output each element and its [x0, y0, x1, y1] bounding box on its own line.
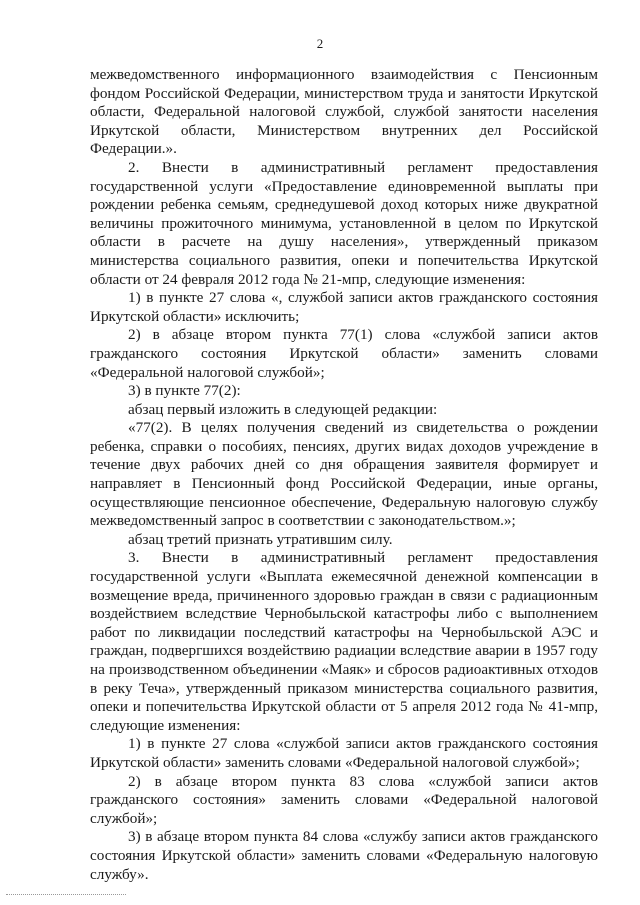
paragraph-quoted-77-2: «77(2). В целях получения сведений из свидетельства о рождении ребенка, справки о пособиях, пенсиях, других видах доходов учреждение в течение двух рабочих дней со дня обращения заявителя формирует и направляет в Пенсионный фонд Российской Федерации, иные органы, осуществляющие пенсионное обеспечение, Федеральную налоговую службу межведомственный запрос в соответствии с законодательством.»; — [90, 419, 598, 530]
paragraph-intro-continuation: межведомственного информационного взаимодействия с Пенсионным фондом Российской Федерации, министерством труда и занятости Иркутской области, Федеральной налоговой службой, службой занятости населения Иркутской области, Министерством внутренних дел Российской Федерации.». — [90, 66, 598, 158]
paragraph-item-3-sub-3: 3) в абзаце втором пункта 84 слова «службу записи актов гражданского состояния Иркутской области» заменить словами «Федеральную налоговую службу». — [90, 828, 598, 883]
footer-divider — [6, 894, 126, 895]
page-number: 2 — [316, 36, 324, 51]
paragraph-item-2: 2. Внести в административный регламент предоставления государственной услуги «Предоставление единовременной выплаты при рождении ребенка семьям, среднедушевой доход которых ниже двукратной величины прожиточного минимума, установленной в целом по Иркутской области в расчете на душу населения», утвержденный приказом министерства социального развития, опеки и попечительства Иркутской области от 24 февраля 2012 года № 21-мпр, следующие изменения: — [90, 158, 598, 288]
paragraph-item-2-sub-3-a: абзац первый изложить в следующей редакции: — [128, 400, 438, 418]
paragraph-item-2-sub-1: 1) в пункте 27 слова «, службой записи актов гражданского состояния Иркутской области» исключить; — [90, 289, 598, 325]
paragraph-item-3: 3. Внести в административный регламент предоставления государственной услуги «Выплата ежемесячной денежной компенсации в возмещение вреда, причиненного здоровью граждан в связи с радиационным воздействием вследствие Чернобыльской катастрофы либо с выполнением работ по ликвидации последствий катастрофы на Чернобыльской АЭС и граждан, подвергшихся воздействию радиации вследствие аварии в 1957 году на производственном объединении «Маяк» и сбросов радиоактивных отходов в реку Теча», утвержденный приказом министерства социального развития, опеки и попечительства Иркутской области от 5 апреля 2012 года № 41-мпр, следующие изменения: — [90, 549, 598, 734]
paragraph-item-2-sub-3-b: абзац третий признать утратившим силу. — [128, 530, 393, 548]
paragraph-item-3-sub-1: 1) в пункте 27 слова «службой записи актов гражданского состояния Иркутской области» заменить словами «Федеральной налоговой службой»; — [90, 735, 598, 771]
document-body — [90, 66, 598, 884]
paragraph-item-3-sub-2: 2) в абзаце втором пункта 83 слова «службой записи актов гражданского состояния» заменить словами «Федеральной налоговой службой»; — [90, 772, 598, 827]
paragraph-item-2-sub-3: 3) в пункте 77(2): — [128, 382, 241, 400]
paragraph-item-2-sub-2: 2) в абзаце втором пункта 77(1) слова «службой записи актов гражданского состояния Иркутской области» заменить словами «Федеральной налоговой службой»; — [90, 326, 598, 381]
